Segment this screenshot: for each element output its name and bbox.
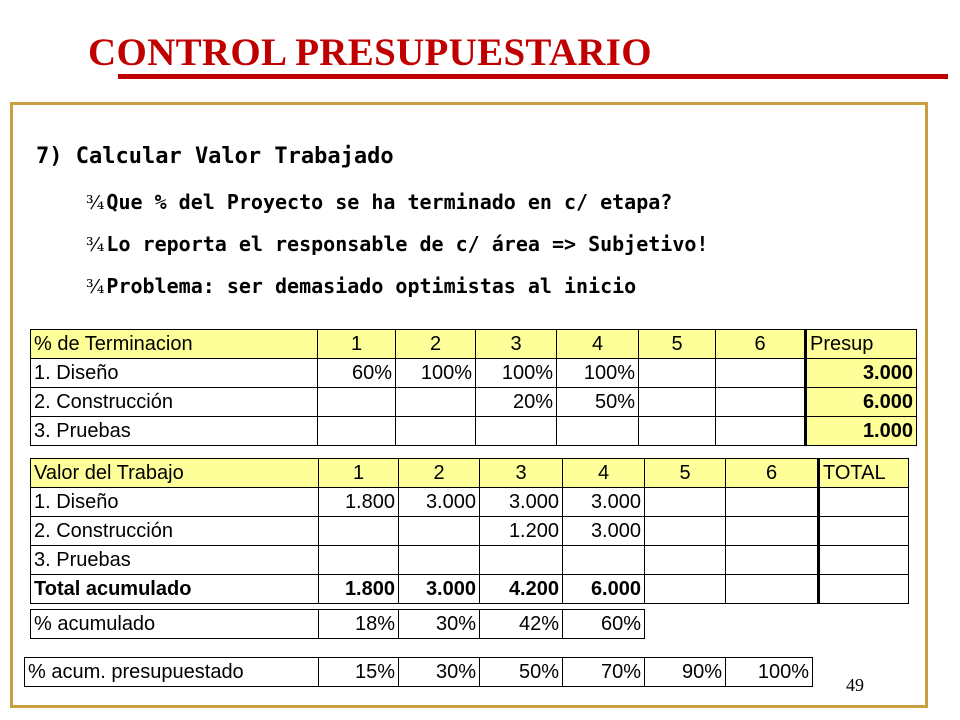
cell: [639, 388, 716, 417]
cell: 18%: [319, 610, 399, 639]
cell: [396, 388, 476, 417]
page-number: 49: [846, 675, 864, 695]
cell: 3.000: [399, 488, 480, 517]
header-cell: Presup: [806, 330, 917, 359]
cumulative-pct-table: [30, 609, 645, 639]
table-header-row: [31, 330, 917, 359]
cell: [318, 417, 396, 446]
row-label: % acum. presupuestado: [25, 658, 319, 687]
title-underline: [118, 74, 948, 79]
cell: [819, 575, 909, 604]
cell: 100%: [396, 359, 476, 388]
bullet-glyph-icon: ¾: [86, 234, 105, 256]
cell: [819, 546, 909, 575]
bullet-glyph-icon: ¾: [86, 192, 105, 214]
cell: [645, 488, 726, 517]
bullet-item: [86, 232, 708, 256]
header-cell: 2: [399, 459, 480, 488]
header-cell: 4: [563, 459, 645, 488]
cell: 90%: [645, 658, 726, 687]
section-heading: 7) Calcular Valor Trabajado: [36, 144, 394, 169]
header-cell: 2: [396, 330, 476, 359]
bullet-text: Lo reporta el responsable de c/ área => Subjetivo!: [106, 232, 709, 256]
cell: 4.200: [480, 575, 563, 604]
cell: 50%: [557, 388, 639, 417]
cell: [716, 417, 806, 446]
cell: [399, 517, 480, 546]
header-cell: 5: [645, 459, 726, 488]
cell: 100%: [557, 359, 639, 388]
table-row: [31, 488, 909, 517]
cell: 3.000: [480, 488, 563, 517]
cell: 1.800: [319, 575, 399, 604]
header-cell: 4: [557, 330, 639, 359]
cell: 50%: [480, 658, 563, 687]
budget-cell: 6.000: [806, 388, 917, 417]
slide-title: CONTROL PRESUPUESTARIO: [88, 31, 652, 74]
cell: [639, 359, 716, 388]
cell: 30%: [399, 610, 480, 639]
row-label: 1. Diseño: [31, 359, 318, 388]
header-cell: 1: [318, 330, 396, 359]
bullet-text: Problema: ser demasiado optimistas al inicio: [106, 274, 637, 298]
cell: [726, 488, 819, 517]
cell: [716, 388, 806, 417]
budget-cell: 1.000: [806, 417, 917, 446]
budget-cell: 3.000: [806, 359, 917, 388]
bullet-item: [86, 190, 672, 214]
header-cell: 3: [480, 459, 563, 488]
cell: [480, 546, 563, 575]
cell: [726, 546, 819, 575]
row-label: 1. Diseño: [31, 488, 319, 517]
header-cell: 1: [319, 459, 399, 488]
row-label: 2. Construcción: [31, 388, 318, 417]
header-cell: 6: [726, 459, 819, 488]
cell: [819, 517, 909, 546]
cell: [399, 546, 480, 575]
earned-value-table: [30, 458, 909, 604]
row-label: % acumulado: [31, 610, 319, 639]
cell: 1.200: [480, 517, 563, 546]
cell: [819, 488, 909, 517]
bullet-item: [86, 274, 636, 298]
cell: 60%: [318, 359, 396, 388]
cell: [716, 359, 806, 388]
header-cell: % de Terminacion: [31, 330, 318, 359]
cell: 100%: [726, 658, 813, 687]
table-row: [31, 417, 917, 446]
header-cell: TOTAL: [819, 459, 909, 488]
cell: [726, 517, 819, 546]
cell: [645, 517, 726, 546]
cell: [639, 417, 716, 446]
row-label: 3. Pruebas: [31, 546, 319, 575]
header-cell: 3: [476, 330, 557, 359]
cell: 6.000: [563, 575, 645, 604]
cell: [476, 417, 557, 446]
bullet-text: Que % del Proyecto se ha terminado en c/ etapa?: [106, 190, 673, 214]
cell: [557, 417, 639, 446]
cell: [319, 546, 399, 575]
table-row: [31, 517, 909, 546]
cell: 70%: [563, 658, 645, 687]
cell: 20%: [476, 388, 557, 417]
cell: 3.000: [563, 517, 645, 546]
cell: [396, 417, 476, 446]
table-header-row: [31, 459, 909, 488]
cell: 42%: [480, 610, 563, 639]
completion-table: [30, 329, 917, 446]
cell: [645, 575, 726, 604]
cell: 30%: [399, 658, 480, 687]
cell: [318, 388, 396, 417]
row-label: Total acumulado: [31, 575, 319, 604]
cell: 60%: [563, 610, 645, 639]
cell: [319, 517, 399, 546]
cell: 100%: [476, 359, 557, 388]
row-label: 3. Pruebas: [31, 417, 318, 446]
table-row: [25, 658, 813, 687]
budgeted-cumulative-table: [24, 657, 813, 687]
table-row: [31, 359, 917, 388]
cell: [645, 546, 726, 575]
total-row: [31, 575, 909, 604]
cell: 15%: [319, 658, 399, 687]
cell: [726, 575, 819, 604]
row-label: 2. Construcción: [31, 517, 319, 546]
header-cell: 6: [716, 330, 806, 359]
cell: 3.000: [399, 575, 480, 604]
cell: 3.000: [563, 488, 645, 517]
cell: 1.800: [319, 488, 399, 517]
table-row: [31, 610, 645, 639]
header-cell: Valor del Trabajo: [31, 459, 319, 488]
header-cell: 5: [639, 330, 716, 359]
table-row: [31, 388, 917, 417]
cell: [563, 546, 645, 575]
bullet-glyph-icon: ¾: [86, 276, 105, 298]
table-row: [31, 546, 909, 575]
